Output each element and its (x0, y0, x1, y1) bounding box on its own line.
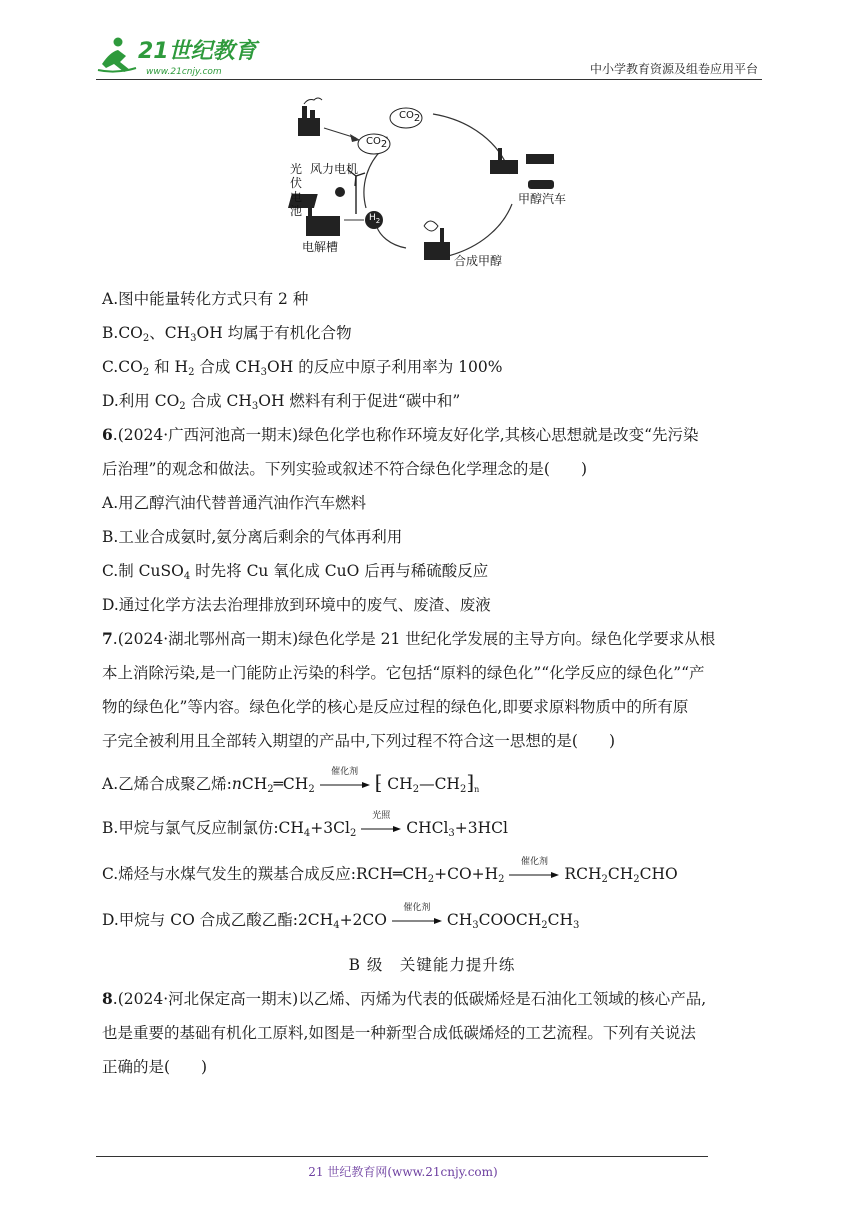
q5-option-a: A.图中能量转化方式只有 2 种 (102, 290, 309, 308)
q6-stem-line1: 6.(2024·广西河池高一期末)绿色化学也称作环境友好化学,其核心思想就是改变“先污染 (102, 425, 699, 444)
q7-option-d: D.甲烷与 CO 合成乙酸乙酯$:2CH_4+2CO$ 催化剂 $CH_3COOCH_2CH_3$ (102, 903, 580, 931)
q7-option-a: A.乙烯合成聚乙烯$:nCH_2═CH_2$ 催化剂 ⁅ $CH_2—CH_2⁆_n$ (102, 767, 480, 795)
svg-text:www.21cnjy.com: www.21cnjy.com (146, 67, 222, 77)
q8-stem-line3: 正确的是( ) (102, 1058, 208, 1076)
co2-left-label: $CO_2$ (366, 136, 388, 150)
carbon-cycle-figure (278, 96, 578, 276)
q5-option-d: D.利用 $CO_2$ 合成 $CH_3OH$ 燃料有利于促进“碳中和” (102, 392, 461, 412)
q7-option-c: C.烯烃与水煤气发生的羰基合成反应$:RCH═CH_2+CO+H_2$ 催化剂 $RCH_2CH_2CHO$ (102, 857, 678, 885)
q6-option-b: B.工业合成氨时,氨分离后剩余的气体再利用 (102, 528, 403, 546)
q7-stem-line3: 物的绿色化”等内容。绿色化学的核心是反应过程的绿色化,即要求原料物质中的所有原 (102, 698, 689, 716)
q7-stem-line2: 本上消除污染,是一门能防止污染的科学。它包括“原料的绿色化”“化学反应的绿色化”“产 (102, 664, 705, 682)
wind-label: 风力电机 (310, 162, 359, 176)
reaction-arrow: 光照 (361, 822, 401, 836)
q6-option-c: C.制 CuSO$_4$ 时先将 Cu 氧化成 CuO 后再与稀硫酸反应 (102, 562, 489, 582)
reaction-arrow: 催化剂 (392, 914, 442, 928)
reaction-arrow: 催化剂 (320, 778, 370, 792)
q8-stem-line2: 也是重要的基础有机化工原料,如图是一种新型合成低碳烯烃的工艺流程。下列有关说法 (102, 1024, 696, 1042)
q6-stem-line2: 后治理”的观念和做法。下列实验或叙述不符合绿色化学理念的是( ) (102, 460, 588, 478)
solar-label: 光伏电池 (290, 162, 303, 218)
footer-text[interactable]: 21 世纪教育网(www.21cnjy.com) (308, 1165, 498, 1179)
question-content (102, 282, 762, 1084)
q7-stem-line4: 子完全被利用且全部转入期望的产品中,下列过程不符合这一思想的是( ) (102, 732, 616, 750)
co2-top-label: $CO_2$ (399, 110, 421, 124)
logo-21cnjy (96, 34, 266, 78)
section-b-title: B 级 关键能力提升练 (348, 956, 516, 974)
q8-stem-line1: 8.(2024·河北保定高一期末)以乙烯、丙烯为代表的低碳烯烃是石油化工领域的核心产品, (102, 989, 707, 1008)
h2-label: $H_2$ (369, 213, 381, 225)
synth-label: 合成甲醇 (454, 254, 503, 268)
header-divider (96, 79, 762, 80)
page-header (96, 28, 762, 84)
platform-name: 中小学教育资源及组卷应用平台 (589, 62, 758, 76)
q6-option-d: D.通过化学方法去治理排放到环境中的废气、废渣、废液 (102, 596, 491, 614)
reaction-arrow: 催化剂 (509, 868, 559, 882)
q7-option-b: B.甲烷与氯气反应制氯仿$:CH_4+3Cl_2$ 光照 CHCl$_3$+3HCl (102, 811, 508, 839)
footer-divider (96, 1156, 708, 1157)
electrolyzer-label: 电解槽 (302, 240, 339, 254)
q5-option-b: $B.CO_2$、$CH_3OH$ 均属于有机化合物 (102, 324, 352, 344)
q6-option-a: A.用乙醇汽油代替普通汽油作汽车燃料 (102, 494, 367, 512)
svg-text:21世纪教育: 21世纪教育 (138, 39, 257, 64)
q5-option-c: $C.CO_2$ 和 $H_2$ 合成 $CH_3OH$ 的反应中原子利用率为 100% (102, 358, 503, 378)
car-label: 甲醇汽车 (518, 192, 567, 206)
q7-stem-line1: 7.(2024·湖北鄂州高一期末)绿色化学是 21 世纪化学发展的主导方向。绿色化学要求从根 (102, 629, 716, 648)
